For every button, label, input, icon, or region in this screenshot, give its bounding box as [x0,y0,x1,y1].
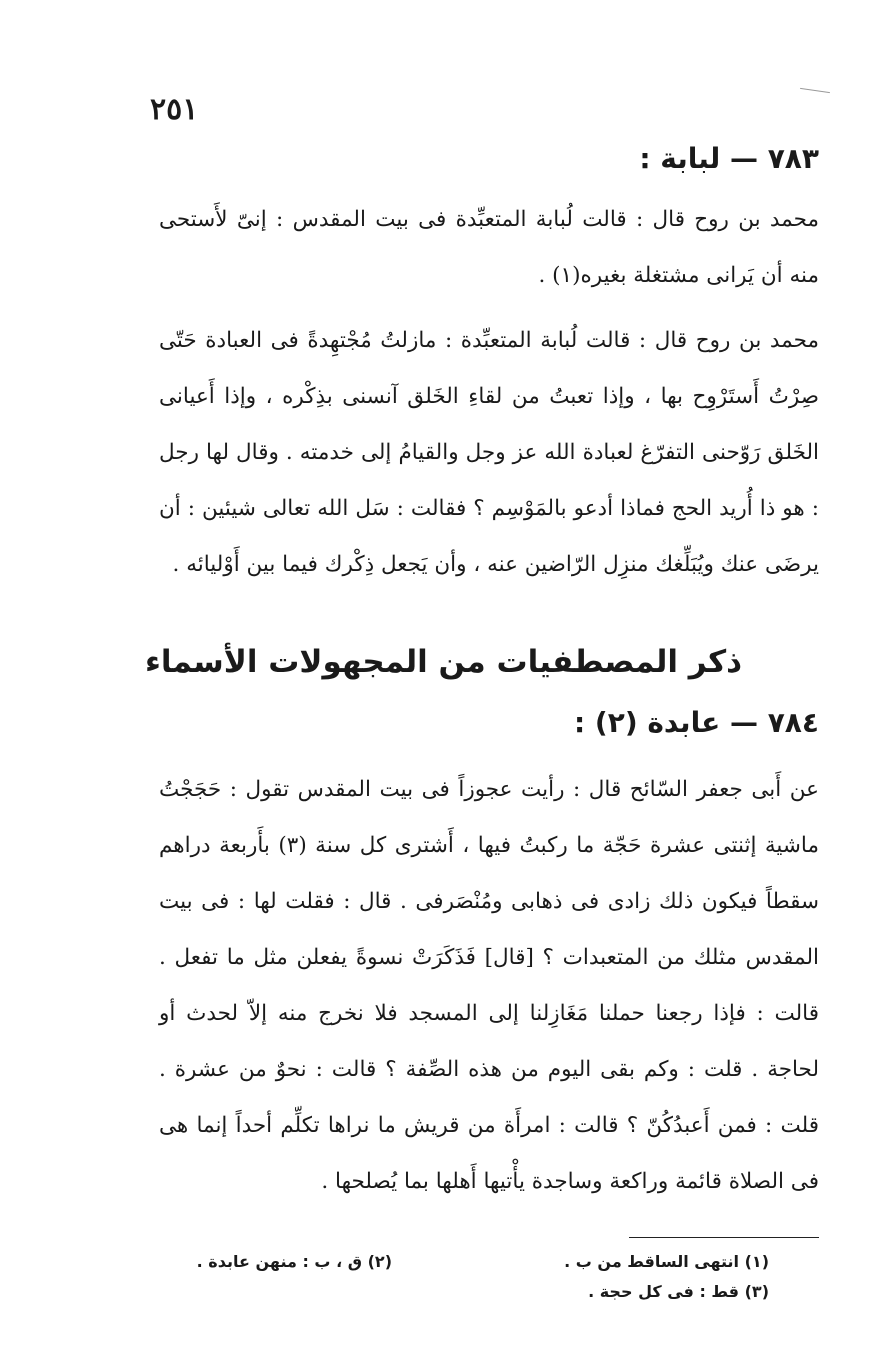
footnote-separator [629,1237,819,1238]
paragraph-1: محمد بن روح قال : قالت لُبابة المتعبِّدة فى بيت المقدس : إنىّ لأَستحى منه أن يَرانى مشتغلة بغيره(١) . [159,207,819,288]
section-title: ذكر المصطفيات من المجهولات الأسماء [144,644,743,680]
page-number: ٢٥١ [150,92,199,127]
footnote-1: (١) انتهى الساقط من ب . [564,1252,769,1271]
footnote-2: (٢) ق ، ب : منهن عابدة . [196,1252,392,1271]
entry-783-heading: ٧٨٣ — لبابة : [639,142,819,175]
footnote-3: (٣) قط : فى كل حجة . [588,1282,769,1301]
margin-mark [800,88,830,93]
paragraph-2: محمد بن روح قال : قالت لُبابة المتعبِّدة : مازلتُ مُجْتهِدةً فى العبادة حَتّى صِرْتُ أَستَرْوِح بها ، وإذا تعبتُ من لقاءِ الخَلق آنسنى بذِكْره ، وإذا أَعيانى الخَلق رَوّحنى التفرّغ لعبادة الله عز وجل والقيامُ إلى خدمته . وقال لها رجل : هو ذا أُريد الحج فماذا أدعو بالمَوْسِم ؟ فقالت : سَل الله تعالى شيئين : أن يرضَى عنك ويُبَلِّغك منزِل الرّاضين عنه ، وأن يَجعل ذِكْرك فيما بين أَوْليائه . [159,328,819,577]
entry-784-heading: ٧٨٤ — عابدة (٢) : [573,706,819,739]
paragraph-3: عن أَبى جعفر السّائح قال : رأيت عجوزاً فى بيت المقدس تقول : حَجَجْتُ ماشية إثنتى عشرة حَجّة ما ركبتُ فيها ، أَشترى كل سنة (٣) بأَربعة دراهم سقطاً فيكون ذلك زادى فى ذهابى ومُنْصَرفى . قال : فقلت لها : فى بيت المقدس مثلك من المتعبدات ؟ [قال] فَذَكَرَتْ نسوةً يفعلن مثل ما تفعل . قالت : فإذا رجعنا حملنا مَغَازِلنا إلى المسجد فلا نخرج منه إلاّ لحدث أو لحاجة . قلت : وكم بقى اليوم من هذه الصِّفة ؟ قالت : نحوٌ من عشرة . قلت : فمن أَعبدُكُنّ ؟ قالت : امرأَة من قريش ما نراها تكلِّم أحداً إنما هى فى الصلاة قائمة وراكعة وساجدة يأْتيها أَهلها بما يُصلحها . [159,777,820,1194]
